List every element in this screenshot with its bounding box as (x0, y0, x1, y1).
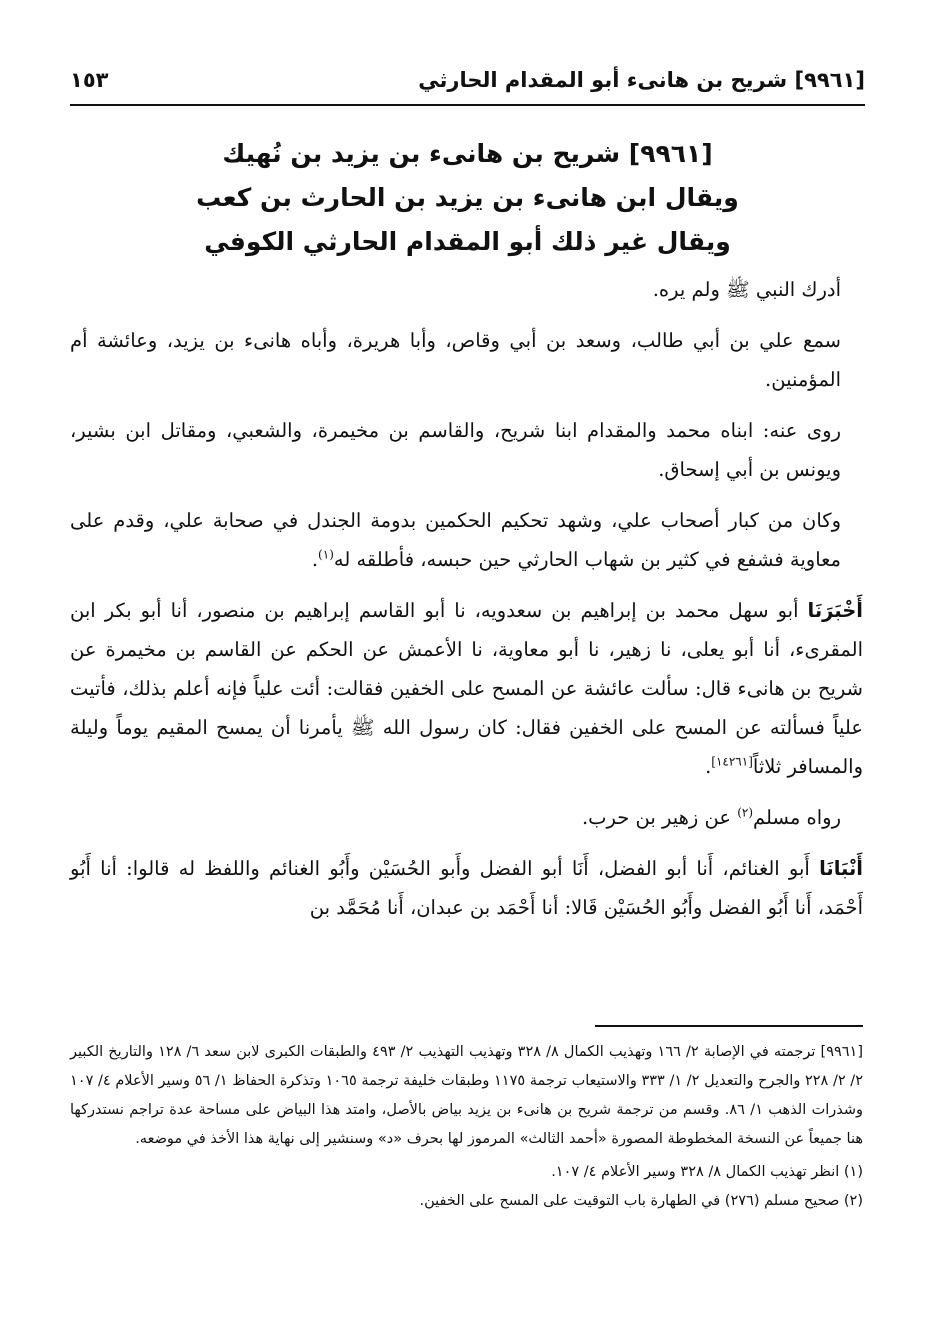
paragraph-6 (70, 798, 863, 837)
paragraph-5-end: . (705, 755, 712, 778)
footnotes (70, 1038, 863, 1216)
paragraph-2: سمع علي بن أبي طالب، وسعد بن أبي وقاص، وأبا هريرة، وأباه هانىء بن يزيد، وعائشة أم المؤمنين. (70, 329, 841, 391)
paragraph-6-start: رواه مسلم (753, 806, 841, 829)
isnad-lead-word-2: أَنْبَانَا (819, 857, 863, 880)
isnad-lead-word: أَخْبَرَنَا (807, 599, 863, 622)
entry-title-line-1: [٩٩٦١] شريح بن هانىء بن يزيد بن نُهيك (222, 139, 713, 168)
paragraph-4-end: . (311, 548, 319, 571)
paragraph-1: أدرك النبي ﷺ ولم يره. (652, 278, 841, 301)
paragraph-5 (70, 591, 863, 786)
running-title: [٩٩٦١] شريح بن هانىء أبو المقدام الحارثي (418, 68, 865, 92)
footnote-ref-2[interactable]: (٢) (737, 805, 754, 820)
footnote-ref-1[interactable]: (١) (318, 547, 334, 562)
page-header (70, 64, 865, 106)
paragraph-4 (70, 501, 863, 579)
paragraph-5-text: أبو سهل محمد بن إبراهيم بن سعدويه، نا أبو القاسم إبراهيم بن منصور، أنا أبو بكر ابن المقرىء، أنا أبو يعلى، نا زهير، نا أبو معاوية، نا الأعمش عن الحكم عن القاسم بن مخيمرة عن شريح بن هانىء قال: سألت عائشة عن المسح على الخفين فقالت: أئت علياً فإنه أعلم بذلك، فأتيت علياً فسألته عن المسح على الخفين فقال: كان رسول الله ﷺ يأمرنا أن يمسح المقيم يوماً وليلة والمسافر ثلاثاً (70, 599, 863, 778)
entry-title-line-2: ويقال ابن هانىء بن يزيد بن الحارث بن كعب (196, 183, 739, 212)
entry-title (90, 132, 845, 264)
footnote-main: [٩٩٦١] ترجمته في الإصابة ٢/ ١٦٦ وتهذيب الكمال ٨/ ٣٢٨ وتهذيب التهذيب ٢/ ٤٩٣ والطبقات الكبرى لابن سعد ٦/ ١٢٨ والتاريخ الكبير ٢/ ٢/ ٢٢٨ والجرح والتعديل ٢/ ١/ ٣٣٣ والاستيعاب ترجمة ١١٧٥ وطبقات خليفة ترجمة ١٠٦٥ وتذكرة الحفاظ ١/ ٥٦ وسير الأعلام ٤/ ١٠٧ وشذرات الذهب ١/ ٨٦. وقسم من ترجمة شريح بن هانىء بن يزيد بياض بالأصل، وامتد هذا البياض على مساحة عدة تراجم نستدركها هنا جميعاً عن النسخة المخطوطة المصورة «أحمد الثالث» المرموز لها بحرف «د» وسنشير إلى نهاية هذا الأخذ في موضعه. (70, 1044, 864, 1147)
entry-title-line-3: ويقال غير ذلك أبو المقدام الحارثي الكوفي (204, 227, 731, 256)
hadith-number-ref: [١٤٢٦١] (711, 754, 753, 769)
paragraph-3: روى عنه: ابناه محمد والمقدام ابنا شريح، والقاسم بن مخيمرة، والشعبي، ومقاتل ابن بشير، ويونس بن أبي إسحاق. (70, 419, 841, 481)
footnote-2: (٢) صحيح مسلم (٢٧٦) في الطهارة باب التوقيت على المسح على الخفين. (419, 1193, 863, 1209)
paragraph-6-end: عن زهير بن حرب. (581, 806, 738, 829)
body-text (70, 270, 863, 939)
paragraph-7 (70, 849, 863, 927)
page-number: ١٥٣ (70, 68, 109, 92)
footnote-divider (595, 1025, 863, 1027)
paragraph-7-text: أَبو الغنائم، أَنا أبو الفضل، أَنَا أبو الفضل وأَبو الحُسَيْن وأَبُو الغنائم واللفظ له قالوا: أنا أَبُو أَحْمَد، أَنا أَبُو الفضل وأَبُو الحُسَيْن قَالا: أنا أَحْمَد بن عبدان، أَنا مُحَمَّد بن (70, 857, 863, 919)
footnote-1: (١) انظر تهذيب الكمال ٨/ ٣٢٨ وسير الأعلام ٤/ ١٠٧. (551, 1164, 863, 1180)
paragraph-4-text: وكان من كبار أصحاب علي، وشهد تحكيم الحكمين بدومة الجندل في صحابة علي، وقدم على معاوية فشفع في كثير بن شهاب الحارثي حين حبسه، فأطلقه له (70, 509, 841, 571)
